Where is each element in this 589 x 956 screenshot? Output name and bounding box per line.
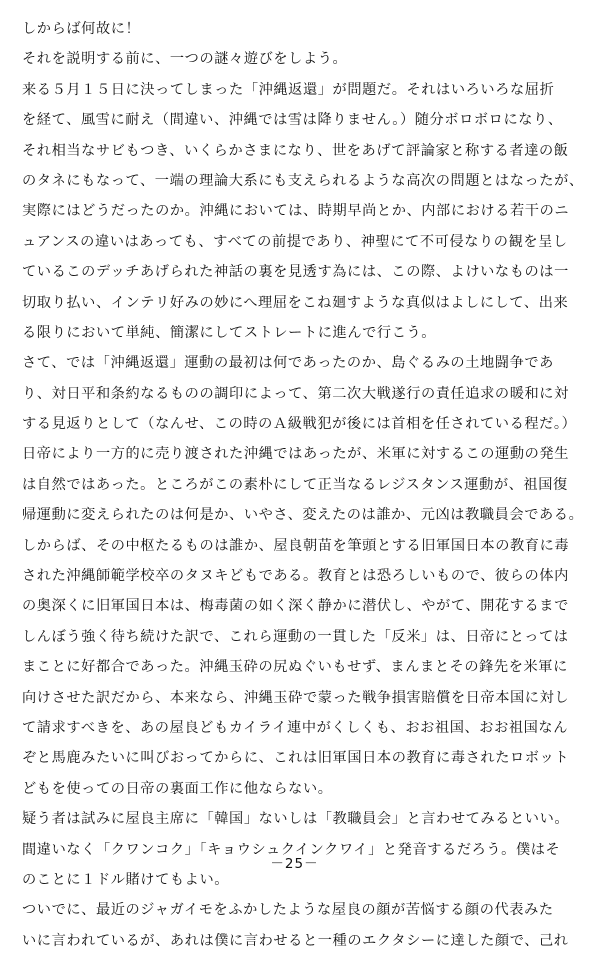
text-line: それを説明する前に、一つの謎々遊びをしよう。	[22, 51, 348, 68]
text-line: それ相当なサビもつき、いくらかさまになり、世をあげて評論家と称する者達の飯	[22, 142, 569, 159]
text-line: 来る５月１５日に決ってしまった「沖縄返還」が問題だ。それはいろいろな屈折	[22, 81, 555, 98]
body-text	[22, 14, 584, 956]
text-line: どもを使っての日帝の裏面工作に他ならない。	[22, 780, 333, 797]
text-line: り、対日平和条約なるものの調印によって、第二次大戦遂行の責任追求の暖和に対	[22, 385, 569, 402]
text-line: された沖縄師範学校卒のタヌキどもである。教育とは恐ろしいもので、彼らの体内	[22, 568, 569, 585]
text-line: 実際にはどうだったのか。沖縄においては、時期早尚とか、内部における若干のニ	[22, 203, 570, 220]
text-line: しからば何故に！	[22, 21, 141, 37]
text-line: のことに１ドル賭けてもよい。	[22, 871, 230, 888]
text-line: 疑う者は試みに屋良主席に「韓国」ないしは「教職員会」と言わせてみるといい。	[22, 811, 570, 828]
text-line: のタネにもなって、一端の理論大系にも支えられるような高次の問題とはなったが、	[22, 172, 584, 189]
text-line: は自然ではあった。ところがこの素朴にして正当なるレジスタンス運動が、祖国復	[22, 476, 568, 493]
text-line: する見返りとして（なんせ、この時のＡ級戦犯が後には首相を任されている程だ。）	[22, 416, 577, 433]
text-line: 日帝により一方的に売り渡された沖縄ではあったが、米軍に対するこの運動の発生	[22, 446, 569, 463]
text-line: 向けさせた訳だから、本来なら、沖縄玉砕で蒙った戦争損害賠償を日帝本国に対し	[22, 689, 570, 706]
text-line: を経て、風雪に耐え（間違い、沖縄では雪は降りません。）随分ボロボロになり、	[22, 112, 563, 129]
text-line: 帰運動に変えられたのは何是か、いやさ、変えたのは誰か、元凶は教職員会である。	[22, 507, 584, 524]
text-line: る限りにおいて単純、簡潔にしてストレートに進んで行こう。	[22, 324, 437, 341]
text-line: 切取り払い、インテリ好みの妙にへ理屈をこね廻すような真似はよしにして、出来	[22, 294, 569, 311]
text-line: の奥深くに旧軍国日本は、梅毒菌の如く深く静かに潜伏し、やがて、開花するまで	[22, 598, 569, 615]
text-line: いに言われているが、あれは僕に言わせると一種のエクタシーに達した顔で、己れ	[22, 932, 569, 949]
text-line: ついでに、最近のジャガイモをふかしたような屋良の顔が苦悩する顔の代表みた	[22, 902, 554, 919]
text-line: さて、では「沖縄返還」運動の最初は何であったのか、島ぐるみの土地闘争であ	[22, 355, 554, 372]
text-line: ぞと馬鹿みたいに叫びおってからに、これは旧軍国日本の教育に毒されたロボット	[22, 750, 570, 767]
text-line: 間違いなく「クワンコク」「キョウシュクインクワイ」と発音するだろう。僕はそ	[22, 841, 561, 858]
page-number: －25－	[270, 856, 319, 872]
text-line: しんぼう強く待ち続けた訳で、これら運動の一貫した「反米」は、日帝にとっては	[22, 628, 569, 645]
text-line: ているこのデッチあげられた神話の裏を見透す為には、この際、よけいなものは一	[22, 264, 569, 281]
text-line: しからば、その中枢たるものは誰か、屋良朝苗を筆頭とする旧軍国日本の教育に毒	[22, 537, 570, 554]
text-line: ュアンスの違いはあっても、すべての前提であり、神聖にて不可侵なりの観を呈し	[22, 233, 568, 250]
text-line: て請求すべきを、あの屋良どもカイライ連中がくしくも、おお祖国、おお祖国なん	[22, 719, 569, 736]
text-line: まことに好都合であった。沖縄玉砕の尻ぬぐいもせず、まんまとその鋒先を米軍に	[22, 659, 568, 676]
